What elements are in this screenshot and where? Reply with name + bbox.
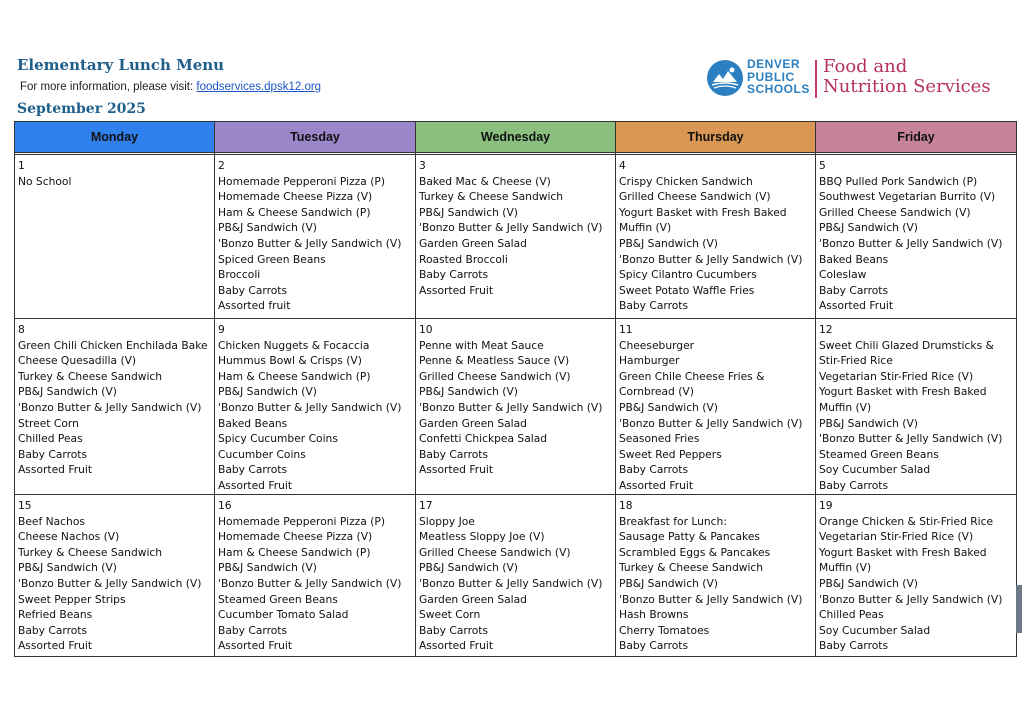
menu-item: 'Bonzo Butter & Jelly Sandwich (V) — [419, 400, 603, 414]
date-number: 17 — [419, 499, 433, 512]
menu-item: Beef Nachos — [18, 514, 85, 528]
menu-item: 'Bonzo Butter & Jelly Sandwich (V) — [819, 236, 1003, 250]
menu-item: Baby Carrots — [619, 639, 689, 653]
menu-item: Refried Beans — [18, 608, 93, 622]
menu-item: Cucumber Tomato Salad — [218, 608, 349, 622]
menu-item: Steamed Green Beans — [819, 447, 939, 461]
date-number: 12 — [819, 323, 833, 336]
menu-item: Muffin (V) — [819, 561, 872, 575]
menu-item: Assorted Fruit — [419, 463, 494, 477]
page-title: Elementary Lunch Menu — [17, 56, 225, 74]
menu-item: 'Bonzo Butter & Jelly Sandwich (V) — [619, 252, 803, 266]
menu-item: Baby Carrots — [819, 283, 889, 297]
menu-item: Meatless Sloppy Joe (V) — [419, 530, 545, 544]
menu-item: PB&J Sandwich (V) — [218, 385, 317, 399]
menu-item: Sweet Pepper Strips — [18, 592, 126, 606]
date-number: 10 — [419, 323, 433, 336]
date-number: 16 — [218, 499, 232, 512]
menu-item: Yogurt Basket with Fresh Baked — [819, 385, 987, 399]
menu-item: Assorted Fruit — [218, 639, 293, 653]
menu-item: Hamburger — [619, 354, 680, 368]
menu-item: PB&J Sandwich (V) — [419, 385, 518, 399]
menu-item: Sweet Potato Waffle Fries — [619, 283, 755, 297]
menu-item: Sweet Corn — [419, 608, 481, 622]
menu-item: Muffin (V) — [819, 400, 872, 414]
menu-item: PB&J Sandwich (V) — [819, 576, 918, 590]
menu-item: Baked Beans — [819, 252, 889, 266]
menu-item: Vegetarian Stir-Fried Rice (V) — [819, 369, 974, 383]
menu-item: Scrambled Eggs & Pancakes — [619, 545, 771, 559]
menu-item: Yogurt Basket with Fresh Baked — [619, 205, 787, 219]
menu-item: Sloppy Joe — [419, 514, 475, 528]
menu-item: 'Bonzo Butter & Jelly Sandwich (V) — [419, 576, 603, 590]
day-cell — [616, 319, 816, 495]
date-number: 1 — [18, 159, 25, 172]
menu-item: 'Bonzo Butter & Jelly Sandwich (V) — [218, 576, 402, 590]
menu-item: Turkey & Cheese Sandwich — [18, 545, 163, 559]
header-friday: Friday — [816, 122, 1017, 153]
menu-item: Baby Carrots — [218, 623, 288, 637]
menu-item: PB&J Sandwich (V) — [218, 221, 317, 235]
week-row — [15, 319, 1017, 495]
weekday-header-row — [15, 122, 1017, 153]
menu-item: Baby Carrots — [819, 478, 889, 492]
header-thursday: Thursday — [616, 122, 816, 153]
date-number: 19 — [819, 499, 833, 512]
day-cell — [816, 155, 1017, 319]
menu-item: Baby Carrots — [819, 639, 889, 653]
menu-item: Chilled Peas — [819, 608, 884, 622]
menu-item: 'Bonzo Butter & Jelly Sandwich (V) — [18, 400, 202, 414]
menu-item: Grilled Cheese Sandwich (V) — [419, 545, 571, 559]
menu-item: Homemade Cheese Pizza (V) — [218, 190, 373, 204]
menu-item: PB&J Sandwich (V) — [18, 385, 117, 399]
menu-item: Broccoli — [218, 268, 261, 282]
menu-item: Muffin (V) — [619, 221, 672, 235]
day-cell — [15, 319, 215, 495]
menu-item: Assorted Fruit — [819, 299, 894, 313]
menu-item: Garden Green Salad — [419, 236, 527, 250]
menu-item: PB&J Sandwich (V) — [619, 236, 718, 250]
menu-item: Garden Green Salad — [419, 416, 527, 430]
menu-item: Grilled Cheese Sandwich (V) — [419, 369, 571, 383]
day-cell — [616, 155, 816, 319]
menu-item: 'Bonzo Butter & Jelly Sandwich (V) — [619, 592, 803, 606]
menu-item: Assorted Fruit — [419, 283, 494, 297]
menu-item: Cherry Tomatoes — [619, 623, 710, 637]
menu-item: Crispy Chicken Sandwich — [619, 174, 753, 188]
menu-item: Vegetarian Stir-Fried Rice (V) — [819, 530, 974, 544]
menu-item: Southwest Vegetarian Burrito (V) — [819, 190, 996, 204]
menu-item: Baby Carrots — [218, 463, 288, 477]
menu-item: Baked Beans — [218, 416, 288, 430]
menu-item: Homemade Pepperoni Pizza (P) — [218, 514, 386, 528]
menu-item: PB&J Sandwich (V) — [619, 400, 718, 414]
menu-item: Cornbread (V) — [619, 385, 694, 399]
menu-item: Baby Carrots — [419, 268, 489, 282]
menu-item: Baby Carrots — [619, 463, 689, 477]
menu-item: PB&J Sandwich (V) — [819, 416, 918, 430]
info-link[interactable]: foodservices.dpsk12.org — [196, 81, 322, 93]
day-cell — [416, 495, 616, 657]
menu-item: Baby Carrots — [218, 283, 288, 297]
date-number: 2 — [218, 159, 225, 172]
menu-item: Assorted Fruit — [218, 478, 293, 492]
menu-item: Breakfast for Lunch: — [619, 514, 727, 528]
day-cell — [215, 319, 416, 495]
date-number: 18 — [619, 499, 633, 512]
menu-item: Soy Cucumber Salad — [819, 463, 931, 477]
lunch-menu-table — [14, 121, 1017, 657]
menu-item: Chilled Peas — [18, 432, 83, 446]
date-number: 4 — [619, 159, 626, 172]
department-name: Food and Nutrition Services — [823, 56, 991, 97]
date-number: 9 — [218, 323, 225, 336]
menu-item: Baby Carrots — [18, 447, 88, 461]
menu-item: Grilled Cheese Sandwich (V) — [619, 190, 771, 204]
menu-item: No School — [18, 174, 72, 188]
menu-item: PB&J Sandwich (V) — [18, 561, 117, 575]
week-row — [15, 495, 1017, 657]
day-cell — [215, 495, 416, 657]
menu-item: Seasoned Fries — [619, 432, 700, 446]
day-cell — [15, 155, 215, 319]
menu-item: Hummus Bowl & Crisps (V) — [218, 354, 362, 368]
menu-item: Ham & Cheese Sandwich (P) — [218, 205, 371, 219]
menu-item: 'Bonzo Butter & Jelly Sandwich (V) — [419, 221, 603, 235]
menu-item: Assorted Fruit — [18, 463, 93, 477]
menu-item: Assorted Fruit — [419, 639, 494, 653]
menu-item: PB&J Sandwich (V) — [218, 561, 317, 575]
menu-item: Homemade Pepperoni Pizza (P) — [218, 174, 386, 188]
menu-item: Grilled Cheese Sandwich (V) — [819, 205, 971, 219]
menu-item: PB&J Sandwich (V) — [819, 221, 918, 235]
day-cell — [616, 495, 816, 657]
day-cell — [15, 495, 215, 657]
menu-item: Turkey & Cheese Sandwich — [18, 369, 163, 383]
menu-item: Turkey & Cheese Sandwich — [619, 561, 764, 575]
menu-item: Sausage Patty & Pancakes — [619, 530, 760, 544]
menu-item: Confetti Chickpea Salad — [419, 432, 548, 446]
header-monday: Monday — [15, 122, 215, 153]
menu-item: Steamed Green Beans — [218, 592, 338, 606]
menu-item: PB&J Sandwich (V) — [619, 576, 718, 590]
info-text: For more information, please visit: — [20, 81, 197, 93]
menu-item: Cheeseburger — [619, 338, 695, 352]
dps-seal-icon — [707, 60, 743, 96]
menu-item: Yogurt Basket with Fresh Baked — [819, 545, 987, 559]
menu-item: Green Chili Chicken Enchilada Bake — [18, 338, 208, 352]
menu-item: Orange Chicken & Stir-Fried Rice — [819, 514, 994, 528]
menu-item: Spiced Green Beans — [218, 252, 326, 266]
dps-logo — [707, 58, 1012, 100]
day-cell — [816, 319, 1017, 495]
menu-item: Assorted Fruit — [619, 478, 694, 492]
date-number: 3 — [419, 159, 426, 172]
menu-item: Baby Carrots — [18, 623, 88, 637]
menu-item: Street Corn — [18, 416, 79, 430]
menu-item: Sweet Red Peppers — [619, 447, 722, 461]
info-line — [20, 81, 321, 93]
menu-item: Ham & Cheese Sandwich (P) — [218, 545, 371, 559]
day-cell — [215, 155, 416, 319]
district-name: DENVER PUBLIC SCHOOLS — [747, 57, 810, 96]
menu-item: Spicy Cilantro Cucumbers — [619, 268, 757, 282]
header-tuesday: Tuesday — [215, 122, 416, 153]
menu-item: Penne with Meat Sauce — [419, 338, 544, 352]
menu-item: Garden Green Salad — [419, 592, 527, 606]
menu-item: 'Bonzo Butter & Jelly Sandwich (V) — [18, 576, 202, 590]
menu-item: Chicken Nuggets & Focaccia — [218, 338, 370, 352]
menu-item: Baby Carrots — [419, 447, 489, 461]
menu-item: Cheese Nachos (V) — [18, 530, 120, 544]
menu-item: Hash Browns — [619, 608, 689, 622]
menu-item: 'Bonzo Butter & Jelly Sandwich (V) — [619, 416, 803, 430]
menu-item: Sweet Chili Glazed Drumsticks & — [819, 338, 994, 352]
menu-item: Homemade Cheese Pizza (V) — [218, 530, 373, 544]
menu-item: Stir-Fried Rice — [819, 354, 893, 368]
menu-item: Penne & Meatless Sauce (V) — [419, 354, 570, 368]
logo-divider — [815, 60, 817, 98]
month-heading: September 2025 — [17, 101, 146, 117]
menu-item: Cucumber Coins — [218, 447, 306, 461]
menu-item: Spicy Cucumber Coins — [218, 432, 338, 446]
menu-item: Cheese Quesadilla (V) — [18, 354, 137, 368]
date-number: 11 — [619, 323, 633, 336]
day-cell — [816, 495, 1017, 657]
day-cell — [416, 155, 616, 319]
menu-item: Ham & Cheese Sandwich (P) — [218, 369, 371, 383]
menu-item: BBQ Pulled Pork Sandwich (P) — [819, 174, 978, 188]
date-number: 5 — [819, 159, 826, 172]
menu-item: Soy Cucumber Salad — [819, 623, 931, 637]
date-number: 8 — [18, 323, 25, 336]
menu-item: PB&J Sandwich (V) — [419, 205, 518, 219]
menu-item: Green Chile Cheese Fries & — [619, 369, 765, 383]
menu-item: 'Bonzo Butter & Jelly Sandwich (V) — [819, 432, 1003, 446]
day-cell — [416, 319, 616, 495]
header-wednesday: Wednesday — [416, 122, 616, 153]
week-row — [15, 155, 1017, 319]
menu-item: Baby Carrots — [419, 623, 489, 637]
menu-item: Baked Mac & Cheese (V) — [419, 174, 551, 188]
menu-item: Turkey & Cheese Sandwich — [419, 190, 564, 204]
menu-item: PB&J Sandwich (V) — [419, 561, 518, 575]
menu-item: Baby Carrots — [619, 299, 689, 313]
menu-item: 'Bonzo Butter & Jelly Sandwich (V) — [819, 592, 1003, 606]
menu-item: 'Bonzo Butter & Jelly Sandwich (V) — [218, 236, 402, 250]
menu-item: Coleslaw — [819, 268, 867, 282]
menu-item: Assorted Fruit — [18, 639, 93, 653]
menu-item: 'Bonzo Butter & Jelly Sandwich (V) — [218, 400, 402, 414]
date-number: 15 — [18, 499, 32, 512]
menu-item: Roasted Broccoli — [419, 252, 508, 266]
menu-item: Assorted fruit — [218, 299, 291, 313]
scroll-indicator[interactable] — [1016, 585, 1022, 633]
